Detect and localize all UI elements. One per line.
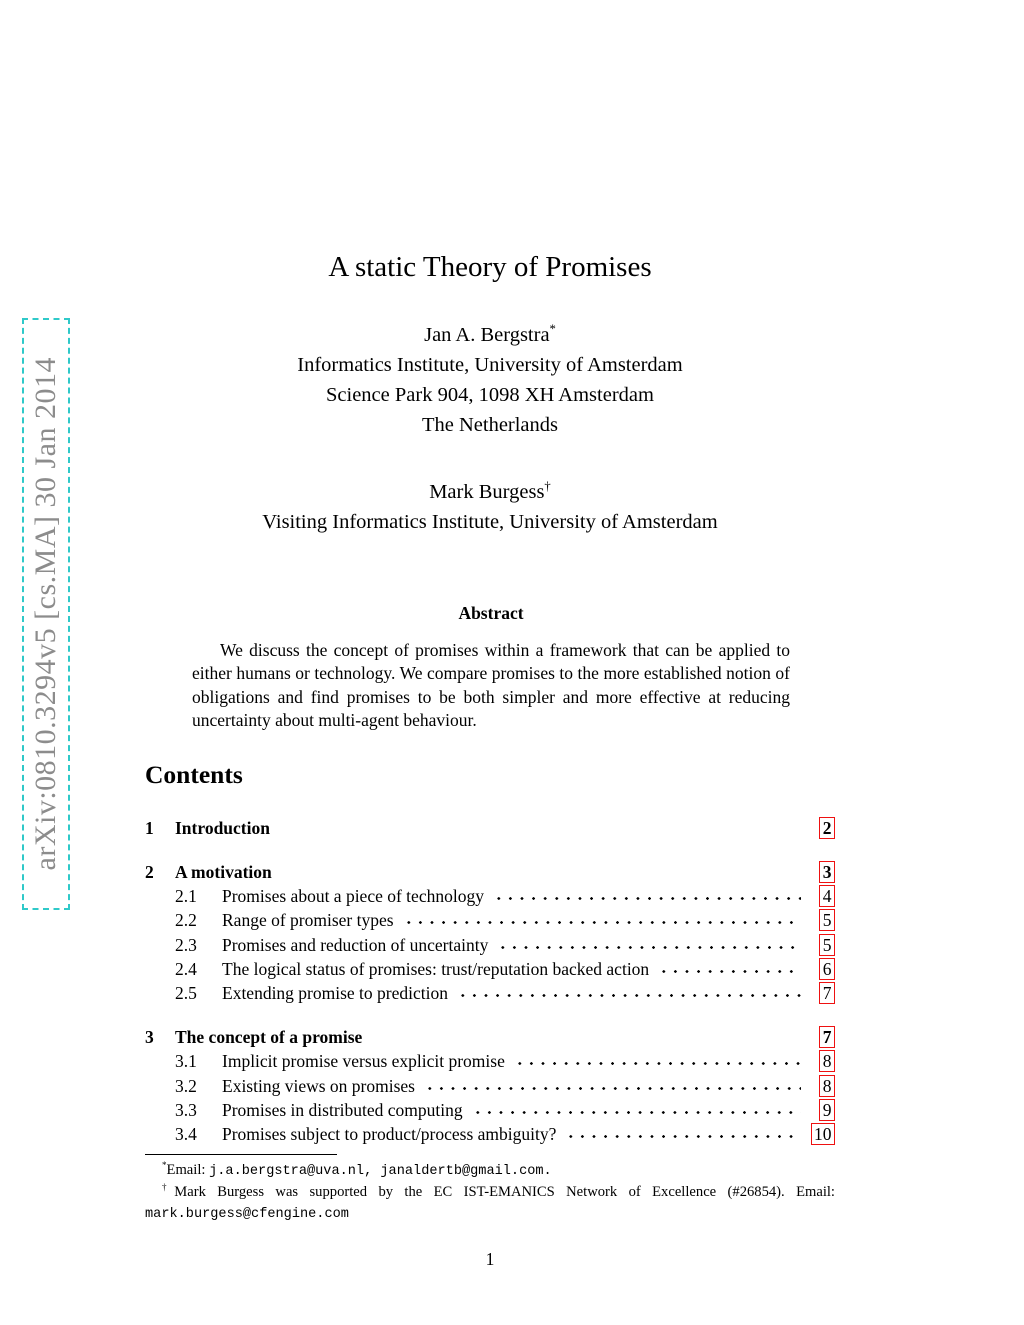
author-footnote-marker: * <box>549 322 556 337</box>
toc-entry-number: 2.5 <box>175 983 197 1004</box>
toc-page-link[interactable]: 3 <box>819 861 835 883</box>
toc-entry-title: Implicit promise versus explicit promise <box>222 1051 505 1072</box>
toc-entry-number: 3.3 <box>175 1099 197 1120</box>
toc-page-link[interactable]: 5 <box>819 909 835 931</box>
author-affiliation-line: Informatics Institute, University of Amsterdam <box>297 354 683 376</box>
arxiv-watermark-text: arXiv:0810.3294v5 [cs.MA] 30 Jan 2014 <box>29 357 62 871</box>
toc-entry-3 <box>145 1025 835 1049</box>
toc-dot-leader <box>497 946 801 951</box>
author-block <box>145 320 835 440</box>
footnote-marker: * <box>162 1160 167 1171</box>
toc-page-link[interactable]: 8 <box>819 1050 835 1072</box>
toc-dot-leader <box>472 1111 802 1116</box>
toc-entry-number: 3.2 <box>175 1075 197 1096</box>
toc-entry-title: Introduction <box>175 818 270 838</box>
toc-entry-number: 2.3 <box>175 934 197 955</box>
toc-entry-number: 2 <box>145 861 154 882</box>
toc-entry-title: A motivation <box>175 861 272 882</box>
paper-title: A static Theory of Promises <box>328 251 652 283</box>
author-affiliation-line: Science Park 904, 1098 XH Amsterdam <box>326 384 654 406</box>
toc-entry-2.3 <box>145 933 835 957</box>
toc-entry-title: Promises subject to product/process ambiguity? <box>222 1124 557 1145</box>
toc-entry-title: The concept of a promise <box>175 1027 363 1048</box>
toc-entry-title: The logical status of promises: trust/reputation backed action <box>222 958 650 979</box>
footnotes-block <box>145 1160 835 1225</box>
footnote-email: mark.burgess@cfengine.com <box>145 1206 349 1222</box>
author-name: Mark Burgess† <box>429 479 551 503</box>
toc-page-link[interactable]: 5 <box>819 934 835 956</box>
footnote <box>145 1182 835 1225</box>
toc-entry-number: 1 <box>145 818 154 838</box>
toc-dot-leader <box>279 829 801 834</box>
toc-entry-title: Promises about a piece of technology <box>222 886 484 907</box>
footnote-text: Mark Burgess was supported by the EC IST-EMANICS Network of Excellence (#26854). Email: <box>174 1184 835 1201</box>
toc-entry-1 <box>145 816 835 840</box>
toc-entry-number: 3.1 <box>175 1051 197 1072</box>
toc-entry-3.3 <box>145 1098 835 1122</box>
footnote-marker: † <box>162 1182 175 1193</box>
author-affiliation-line: The Netherlands <box>421 414 559 436</box>
toc-dot-leader <box>514 1062 801 1067</box>
toc-page-link[interactable]: 9 <box>819 1099 835 1121</box>
toc-page-link[interactable]: 4 <box>819 885 835 907</box>
toc-dot-leader <box>493 897 801 902</box>
abstract-heading: Abstract <box>458 603 524 623</box>
toc-entry-3.4 <box>145 1122 835 1146</box>
toc-dot-leader <box>424 1087 801 1092</box>
footnote-rule <box>145 1154 337 1155</box>
toc-entry-3.1 <box>145 1049 835 1073</box>
author-name: Jan A. Bergstra* <box>424 322 556 346</box>
toc-dot-leader <box>658 970 801 975</box>
toc-page-link[interactable]: 6 <box>819 958 835 980</box>
toc-entry-2.1 <box>145 884 835 908</box>
toc-entry-title: Promises in distributed computing <box>222 1099 463 1120</box>
toc-dot-leader <box>371 1038 801 1043</box>
toc-entry-2.5 <box>145 981 835 1005</box>
toc-dot-leader <box>457 994 801 999</box>
page-number: 1 <box>485 1249 495 1269</box>
toc-entry-title: Range of promiser types <box>222 910 394 931</box>
toc-page-link[interactable]: 8 <box>819 1075 835 1097</box>
toc-entry-title: Existing views on promises <box>222 1075 415 1096</box>
toc-entry-number: 2.2 <box>175 910 197 931</box>
contents-heading: Contents <box>145 760 243 789</box>
toc-entry-2.4 <box>145 957 835 981</box>
abstract-section <box>192 603 790 732</box>
toc-entry-2.2 <box>145 908 835 932</box>
toc-entry-title: Promises and reduction of uncertainty <box>222 934 489 955</box>
footnote-email: j.a.bergstra@uva.nl, janaldertb@gmail.com. <box>209 1164 552 1179</box>
author-affiliation-line: Visiting Informatics Institute, University of Amsterdam <box>262 511 718 533</box>
toc-entry-2 <box>145 860 835 884</box>
authors-block <box>145 320 835 537</box>
toc-entry-number: 2.4 <box>175 958 197 979</box>
toc-dot-leader <box>281 873 802 878</box>
toc-entry-title: Extending promise to prediction <box>222 983 448 1004</box>
toc-entry-3.2 <box>145 1074 835 1098</box>
toc-page-link[interactable]: 7 <box>819 982 835 1004</box>
abstract-text: We discuss the concept of promises within a framework that can be applied to either humans or technology. We compare promises to the more established notion of obligations and find promises to be both simpler and more effective at reducing uncertainty about multi-agent behaviour. <box>192 640 790 730</box>
author-block <box>145 477 835 537</box>
toc-entry-number: 3.4 <box>175 1124 197 1145</box>
footnote-text: Email: <box>166 1162 210 1178</box>
toc-dot-leader <box>403 921 802 926</box>
toc-entry-number: 3 <box>145 1027 154 1048</box>
toc-page-link[interactable]: 7 <box>819 1026 835 1048</box>
footnote <box>145 1160 835 1182</box>
author-footnote-marker: † <box>544 479 551 494</box>
table-of-contents <box>145 816 835 1147</box>
toc-page-link[interactable]: 2 <box>819 817 835 839</box>
arxiv-watermark <box>22 318 70 910</box>
toc-dot-leader <box>565 1135 792 1140</box>
toc-page-link[interactable]: 10 <box>811 1123 836 1145</box>
toc-entry-number: 2.1 <box>175 886 197 907</box>
